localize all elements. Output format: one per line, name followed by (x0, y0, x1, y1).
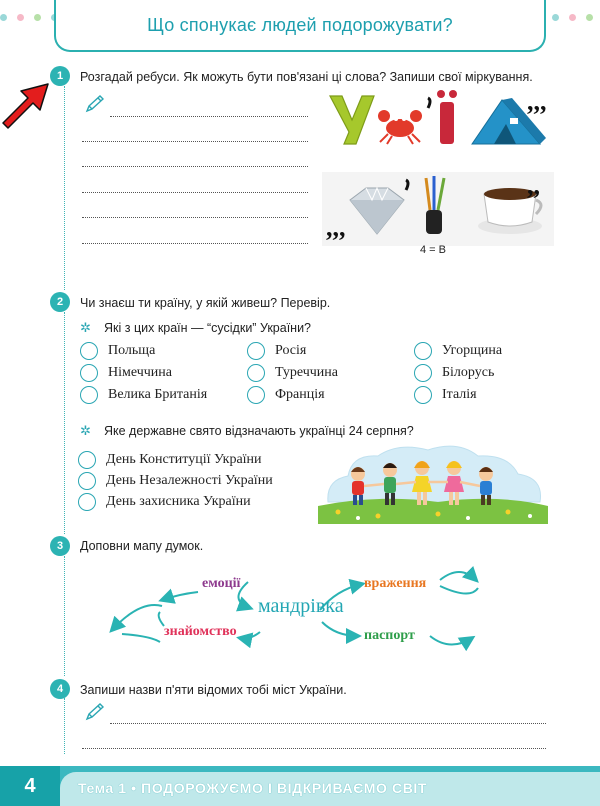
rebus-1-image (322, 86, 554, 158)
page-title: Що спонукає людей подорожувати? (147, 14, 453, 35)
task-4-text: Запиши назви п'яти відомих тобі міст України. (80, 683, 347, 697)
task-4-number: 4 (50, 679, 70, 699)
task-divider-2 (64, 312, 65, 534)
task-3-text: Доповни мапу думок. (80, 539, 204, 553)
children-illustration (318, 440, 548, 524)
answer-line[interactable] (82, 141, 308, 142)
footer-topic: Тема 1 • ПОДОРОЖУЄМО І ВІДКРИВАЄМО СВІТ (78, 780, 428, 796)
task-1-text: Розгадай ребуси. Як можуть бути пов'язані ці слова? Запиши свої міркування. (80, 70, 533, 84)
option-label: Німеччина (108, 365, 173, 380)
holiday-option[interactable] (78, 451, 262, 469)
radio-circle[interactable] (78, 472, 96, 490)
sun-bullet-icon: ✲ (80, 320, 91, 335)
answer-line[interactable] (82, 166, 308, 167)
radio-circle[interactable] (80, 364, 98, 382)
radio-circle[interactable] (78, 493, 96, 511)
option-label: Франція (275, 387, 325, 402)
radio-circle[interactable] (414, 342, 432, 360)
answer-line[interactable] (82, 217, 308, 218)
answer-line[interactable] (110, 723, 546, 724)
pencil-icon (84, 94, 106, 114)
question-holiday: Яке державне свято відзначають українці 24 серпня? (104, 424, 414, 438)
option-label: Білорусь (442, 365, 495, 380)
svg-text:,,,: ,,, (527, 87, 547, 116)
country-option[interactable] (80, 386, 207, 404)
header-dots-right (552, 14, 600, 22)
answer-line[interactable] (82, 243, 308, 244)
country-option[interactable] (414, 342, 502, 360)
svg-text:,,,: ,,, (326, 213, 346, 242)
radio-circle[interactable] (414, 364, 432, 382)
country-option[interactable] (247, 342, 306, 360)
rebus-note: 4 = В (420, 244, 446, 256)
option-label: День захисника України (106, 494, 251, 509)
country-option[interactable] (80, 342, 155, 360)
option-label: Угорщина (442, 343, 503, 358)
mind-map-word: знайомство (164, 624, 237, 639)
answer-line[interactable] (82, 192, 308, 193)
option-label: День Конституції України (106, 452, 262, 467)
task-1-number: 1 (50, 66, 70, 86)
holiday-option[interactable] (78, 493, 251, 511)
radio-circle[interactable] (80, 342, 98, 360)
radio-circle[interactable] (78, 451, 96, 469)
radio-circle[interactable] (414, 386, 432, 404)
radio-circle[interactable] (247, 342, 265, 360)
option-label: Велика Британія (108, 387, 208, 402)
mind-map-word: враження (364, 576, 427, 591)
sun-bullet-icon: ✲ (80, 423, 91, 438)
task-3-number: 3 (50, 536, 70, 556)
question-neighbors: Які з цих країн — “сусідки” України? (104, 321, 312, 335)
crab-icon (378, 110, 422, 144)
option-label: Туреччина (275, 365, 338, 380)
radio-circle[interactable] (80, 386, 98, 404)
country-option[interactable] (247, 386, 325, 404)
holiday-option[interactable] (78, 472, 273, 490)
mind-map-center: мандрівка (258, 595, 344, 617)
mind-map-word: паспорт (364, 628, 415, 643)
option-label: Польща (108, 343, 156, 358)
task-2-number: 2 (50, 292, 70, 312)
answer-line[interactable] (82, 748, 546, 749)
radio-circle[interactable] (247, 386, 265, 404)
task-2-text: Чи знаєш ти країну, у якій живеш? Перевір. (80, 296, 331, 310)
answer-line[interactable] (110, 116, 308, 117)
task-divider-3 (64, 556, 65, 676)
radio-circle[interactable] (247, 364, 265, 382)
svg-text:,,: ,, (527, 172, 540, 200)
option-label: Італія (442, 387, 477, 402)
country-option[interactable] (414, 386, 477, 404)
task-divider-4 (64, 698, 65, 754)
mind-map-word: емоції (202, 576, 241, 591)
task-divider-1 (64, 86, 65, 290)
option-label: День Незалежності України (106, 473, 273, 488)
pencil-icon (84, 702, 106, 722)
country-option[interactable] (414, 364, 494, 382)
page-number: 4 (0, 766, 60, 806)
red-arrow-icon (0, 80, 60, 132)
title-box (54, 0, 546, 52)
country-option[interactable] (247, 364, 338, 382)
country-option[interactable] (80, 364, 172, 382)
option-label: Росія (275, 343, 307, 358)
rebus-2-image (322, 172, 554, 246)
